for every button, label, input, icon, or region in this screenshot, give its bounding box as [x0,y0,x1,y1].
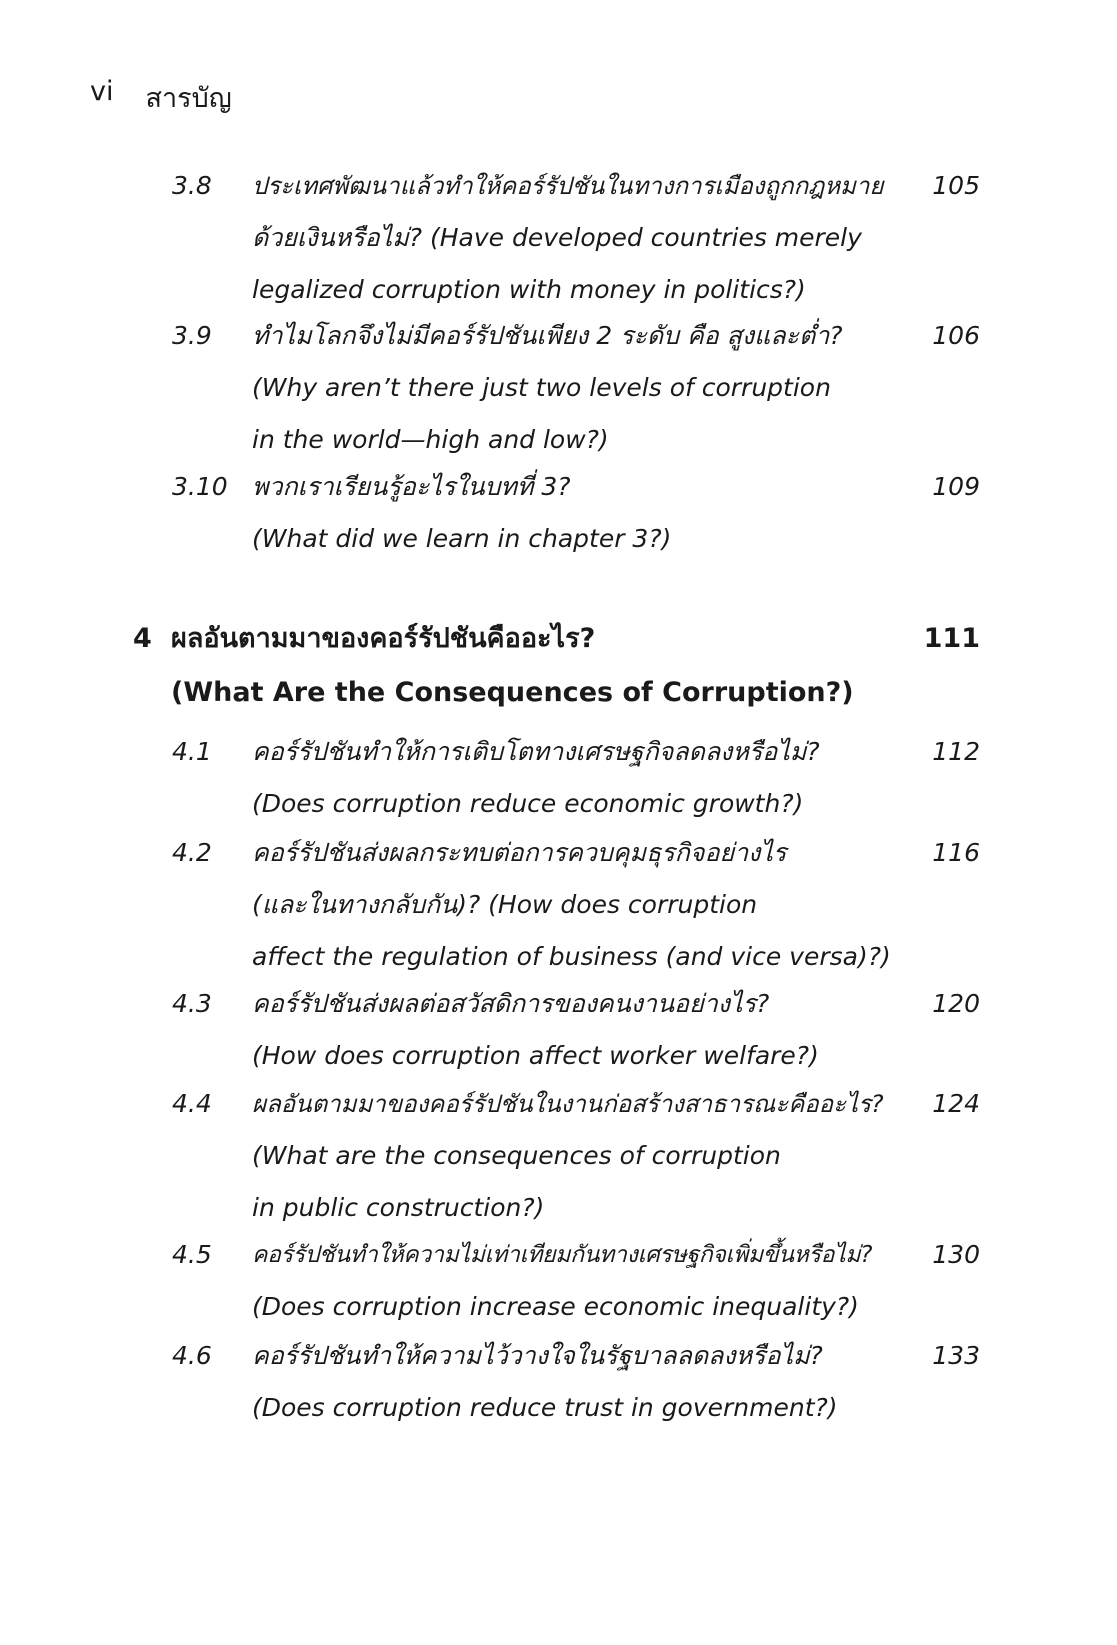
entry-number: 3.10 [172,472,228,501]
entry-title-line: (What are the consequences of corruption [252,1141,781,1170]
entry-number: 4.5 [172,1240,212,1269]
page-header [90,76,232,119]
entry-title-line: (What did we learn in chapter 3?) [252,524,672,553]
entry-title-line: ผลอันตามมาของคอร์รัปชันในงานก่อสร้างสาธารณะคืออะไร? [252,1090,884,1118]
entry-title-line: (How does corruption affect worker welfare?) [252,1041,819,1070]
entry-title [252,1229,912,1333]
chapter-title [171,612,980,720]
toc-chapter[interactable] [133,612,980,720]
entry-title-line: คอร์รัปชันส่งผลกระทบต่อการควบคุมธุรกิจอย่างไร [252,838,787,867]
entry-title-line: ด้วยเงินหรือไม่? (Have developed countries merely [252,223,862,252]
entry-page: 106 [932,321,980,350]
entry-page: 116 [932,838,980,867]
toc-entry[interactable] [172,461,980,565]
chapter-number: 4 [133,623,152,654]
entry-title [252,160,912,316]
toc-entry[interactable] [172,978,980,1082]
entry-title-line: ทำไมโลกจึงไม่มีคอร์รัปชันเพียง 2 ระดับ คือ สูงและต่ำ? [252,321,843,350]
chapter-title-line: ผลอันตามมาของคอร์รัปชันคืออะไร? [171,623,596,654]
toc-entry[interactable] [172,827,980,983]
entry-title-line: (Does corruption increase economic inequality?) [252,1292,859,1321]
entry-title [252,310,912,466]
entry-page: 109 [932,472,980,501]
toc-entry[interactable] [172,726,980,830]
entry-page: 130 [932,1240,980,1269]
entry-title-line: (Does corruption reduce economic growth?) [252,789,804,818]
entry-title [252,978,912,1082]
entry-number: 4.4 [172,1089,212,1118]
toc-entry[interactable] [172,1078,980,1234]
entry-number: 3.9 [172,321,212,350]
entry-title-line: (และในทางกลับกัน)? (How does corruption [252,890,758,919]
entry-title-line: (Does corruption reduce trust in government?) [252,1393,838,1422]
toc-entry[interactable] [172,1330,980,1434]
chapter-page: 111 [923,623,980,654]
toc-entry[interactable] [172,1229,980,1333]
entry-title [252,461,912,565]
toc-entry[interactable] [172,160,980,316]
entry-number: 4.6 [172,1341,212,1370]
entry-title-line: in the world—high and low?) [252,425,609,454]
entry-page: 133 [932,1341,980,1370]
entry-number: 4.2 [172,838,212,867]
entry-number: 4.1 [172,737,212,766]
entry-title-line: คอร์รัปชันทำให้ความไว้วางใจในรัฐบาลลดลงหรือไม่? [252,1341,823,1370]
entry-title-line: ประเทศพัฒนาแล้วทำให้คอร์รัปชันในทางการเมืองถูกกฎหมาย [252,172,884,200]
toc-entry[interactable] [172,310,980,466]
entry-title-line: คอร์รัปชันทำให้การเติบโตทางเศรษฐกิจลดลงหรือไม่? [252,737,820,766]
entry-title [252,1330,912,1434]
entry-title-line: (Why aren’t there just two levels of corruption [252,373,831,402]
entry-title [252,726,912,830]
entry-page: 120 [932,989,980,1018]
entry-title [252,1078,912,1234]
entry-title-line: in public construction?) [252,1193,545,1222]
chapter-title-line: (What Are the Consequences of Corruption?) [171,677,854,708]
entry-title-line: พวกเราเรียนรู้อะไรในบทที่ 3? [252,472,571,501]
entry-number: 3.8 [172,171,212,200]
entry-title-line: affect the regulation of business (and vice versa)?) [252,942,891,971]
entry-title-line: คอร์รัปชันทำให้ความไม่เท่าเทียมกันทางเศรษฐกิจเพิ่มขึ้นหรือไม่? [252,1242,873,1268]
entry-number: 4.3 [172,989,212,1018]
entry-title [252,827,912,983]
entry-title-line: คอร์รัปชันส่งผลต่อสวัสดิการของคนงานอย่างไร? [252,989,770,1018]
entry-title-line: legalized corruption with money in politics?) [252,275,806,304]
entry-page: 105 [932,171,980,200]
page-title: สารบัญ [145,83,232,114]
entry-page: 124 [932,1089,980,1118]
entry-page: 112 [932,737,980,766]
page-number: vi [90,76,114,107]
